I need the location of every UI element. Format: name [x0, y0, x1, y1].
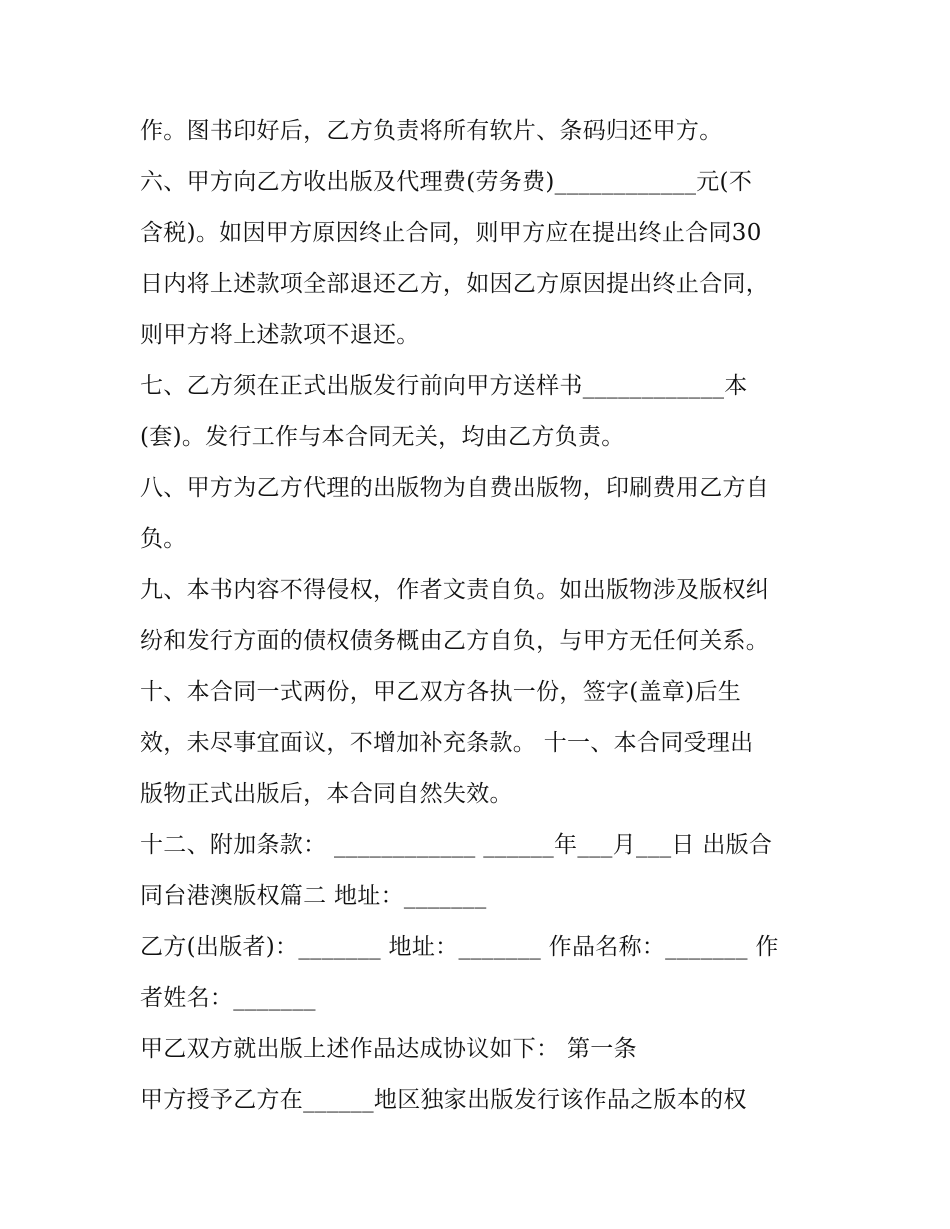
text-line: 含税)。如因甲方原因终止合同，则甲方应在提出终止合同30	[140, 220, 762, 246]
text-line: 同台港澳版权篇二 地址：_______	[140, 883, 487, 909]
text-line: 负。	[140, 526, 187, 552]
text-line: 者姓名：_______	[140, 985, 316, 1011]
document-body	[140, 106, 820, 1126]
text-line: 日内将上述款项全部退还乙方，如因乙方原因提出终止合同，	[140, 271, 770, 297]
text-line: 效，未尽事宜面议，不增加补充条款。 十一、本合同受理出	[140, 730, 754, 756]
text-line: 九、本书内容不得侵权，作者文责自负。如出版物涉及版权纠	[140, 577, 770, 603]
text-line: 十、本合同一式两份，甲乙双方各执一份，签字(盖章)后生	[140, 679, 742, 705]
text-line: 则甲方将上述款项不退还。	[140, 322, 420, 348]
text-line: 作。图书印好后，乙方负责将所有软片、条码归还甲方。	[140, 118, 723, 144]
text-line: 十二、附加条款： ____________ ______年___月___日 出版合	[140, 832, 773, 858]
text-line: 乙方(出版者)：_______ 地址：_______ 作品名称：_______ 作	[140, 934, 779, 960]
text-line: 甲方授予乙方在______地区独家出版发行该作品之版本的权	[140, 1087, 747, 1113]
text-line: (套)。发行工作与本合同无关，均由乙方负责。	[140, 424, 625, 450]
text-line: 六、甲方向乙方收出版及代理费(劳务费)____________元(不	[140, 169, 753, 195]
text-line: 七、乙方须在正式出版发行前向甲方送样书____________本	[140, 373, 748, 399]
text-line: 纷和发行方面的债权债务概由乙方自负，与甲方无任何关系。	[140, 628, 770, 654]
text-line: 版物正式出版后，本合同自然失效。	[140, 781, 513, 807]
text-line: 八、甲方为乙方代理的出版物为自费出版物，印刷费用乙方自	[140, 475, 770, 501]
text-line: 甲乙双方就出版上述作品达成协议如下： 第一条	[140, 1036, 637, 1062]
